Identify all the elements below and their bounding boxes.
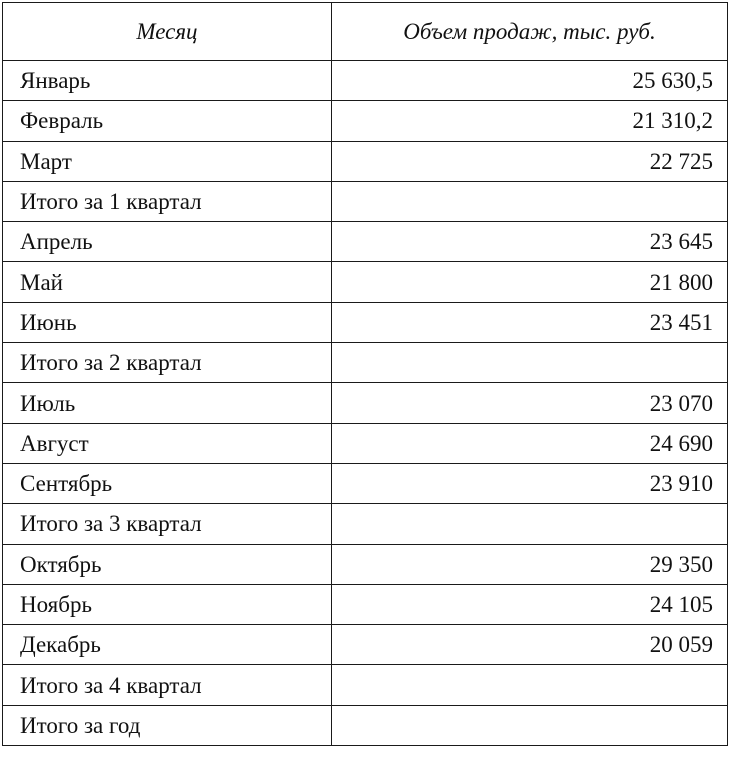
table-header [3, 3, 728, 61]
table-row [3, 584, 728, 624]
table-row [3, 625, 728, 665]
row-value: 29 350 [332, 544, 728, 584]
row-label: Итого за 2 квартал [3, 343, 332, 383]
row-value [332, 705, 728, 745]
row-value: 21 800 [332, 262, 728, 302]
table-row-subtotal [3, 665, 728, 705]
sales-table [2, 2, 728, 746]
row-label: Август [3, 423, 332, 463]
table-row [3, 423, 728, 463]
header-sales: Объем продаж, тыс. руб. [332, 3, 728, 61]
table-row-subtotal [3, 343, 728, 383]
row-label: Апрель [3, 222, 332, 262]
row-value: 20 059 [332, 625, 728, 665]
row-value [332, 504, 728, 544]
row-label: Июль [3, 383, 332, 423]
table-row [3, 463, 728, 503]
table-row-total [3, 705, 728, 745]
table-row [3, 61, 728, 101]
row-label: Февраль [3, 101, 332, 141]
row-value: 22 725 [332, 141, 728, 181]
row-label: Декабрь [3, 625, 332, 665]
row-value [332, 665, 728, 705]
table-row [3, 101, 728, 141]
row-value: 23 645 [332, 222, 728, 262]
table-row [3, 383, 728, 423]
row-value: 21 310,2 [332, 101, 728, 141]
row-value: 23 910 [332, 463, 728, 503]
table-row [3, 222, 728, 262]
row-label: Итого за 4 квартал [3, 665, 332, 705]
row-label: Ноябрь [3, 584, 332, 624]
table-row [3, 262, 728, 302]
row-value: 23 070 [332, 383, 728, 423]
header-row [3, 3, 728, 61]
table-row [3, 544, 728, 584]
row-label: Январь [3, 61, 332, 101]
row-label: Июнь [3, 302, 332, 342]
row-value [332, 343, 728, 383]
row-value: 25 630,5 [332, 61, 728, 101]
row-label: Итого за 3 квартал [3, 504, 332, 544]
row-label: Май [3, 262, 332, 302]
row-value: 23 451 [332, 302, 728, 342]
table-row-subtotal [3, 181, 728, 221]
row-label: Октябрь [3, 544, 332, 584]
row-label: Сентябрь [3, 463, 332, 503]
table-body [3, 61, 728, 746]
row-label: Март [3, 141, 332, 181]
table-row [3, 302, 728, 342]
row-value: 24 105 [332, 584, 728, 624]
row-label: Итого за 1 квартал [3, 181, 332, 221]
row-value: 24 690 [332, 423, 728, 463]
header-month: Месяц [3, 3, 332, 61]
table-row-subtotal [3, 504, 728, 544]
row-label: Итого за год [3, 705, 332, 745]
table-row [3, 141, 728, 181]
row-value [332, 181, 728, 221]
